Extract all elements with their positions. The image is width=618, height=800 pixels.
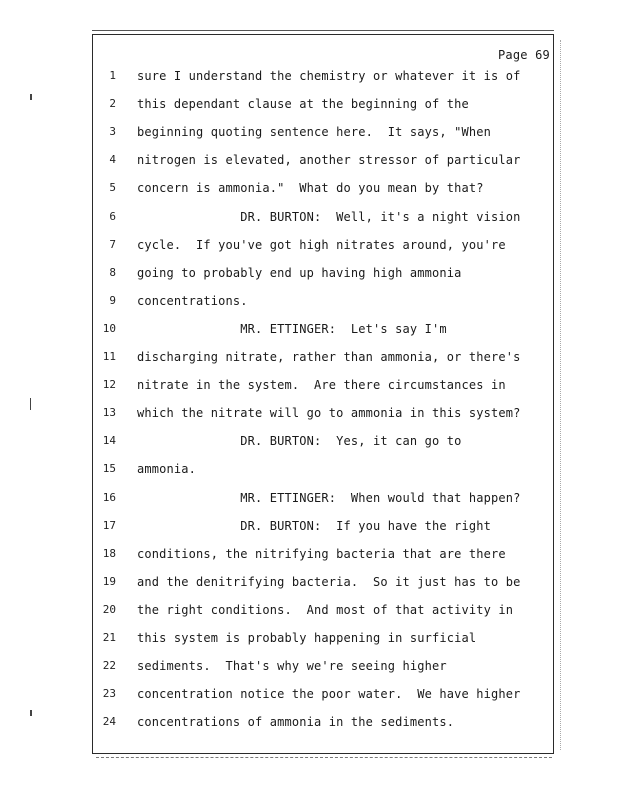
- line-text: DR. BURTON: Well, it's a night vision: [137, 209, 521, 224]
- transcript-line: [0, 628, 618, 648]
- line-number: 2: [109, 97, 116, 111]
- line-number: 17: [102, 518, 116, 532]
- line-number: 14: [102, 434, 116, 448]
- page-number: Page 69: [498, 48, 550, 62]
- line-number: 24: [102, 715, 116, 729]
- transcript-line: [0, 178, 618, 198]
- line-number: 20: [102, 602, 116, 616]
- transcript-line: [0, 459, 618, 479]
- line-text: cycle. If you've got high nitrates around, you're: [137, 237, 506, 252]
- line-text: beginning quoting sentence here. It says, "When: [137, 125, 491, 140]
- transcript-line: [0, 375, 618, 395]
- transcript-line: [0, 712, 618, 732]
- transcript-line: [0, 403, 618, 423]
- transcript-line: [0, 347, 618, 367]
- line-text: MR. ETTINGER: Let's say I'm: [137, 321, 447, 336]
- transcript-line: [0, 431, 618, 451]
- line-number: 7: [109, 237, 116, 251]
- transcript-line: [0, 600, 618, 620]
- line-text: discharging nitrate, rather than ammonia, or there's: [137, 350, 521, 364]
- transcript-line: [0, 235, 618, 255]
- line-text: going to probably end up having high ammonia: [137, 265, 462, 280]
- transcript-line: [0, 572, 618, 592]
- line-number: 18: [102, 546, 116, 560]
- transcript-line: [0, 122, 618, 142]
- transcript-line: [0, 207, 618, 227]
- line-number: 3: [109, 125, 116, 139]
- line-number: 15: [102, 462, 116, 476]
- bottom-rule: [96, 757, 552, 759]
- transcript-line: [0, 263, 618, 283]
- line-text: the right conditions. And most of that activity in: [137, 602, 514, 617]
- line-number: 5: [109, 181, 116, 195]
- line-number: 21: [102, 631, 116, 644]
- transcript-line: [0, 684, 618, 704]
- line-text: concern is ammonia." What do you mean by that?: [137, 181, 484, 196]
- line-text: which the nitrate will go to ammonia in this system?: [137, 406, 521, 421]
- top-rule: [92, 30, 554, 31]
- line-text: this dependant clause at the beginning of the: [137, 97, 469, 112]
- line-text: DR. BURTON: If you have the right: [137, 518, 491, 533]
- line-text: DR. BURTON: Yes, it can go to: [137, 434, 462, 449]
- line-text: nitrogen is elevated, another stressor of particular: [137, 153, 521, 168]
- line-text: nitrate in the system. Are there circumstances in: [137, 378, 506, 393]
- line-number: 8: [109, 265, 116, 279]
- line-text: concentration notice the poor water. We have higher: [137, 687, 521, 702]
- line-number: 1: [109, 69, 116, 82]
- transcript-line: [0, 516, 618, 536]
- line-text: ammonia.: [137, 462, 196, 477]
- line-text: MR. ETTINGER: When would that happen?: [137, 490, 521, 505]
- line-text: concentrations of ammonia in the sediments.: [137, 715, 455, 730]
- transcript-line: [0, 66, 618, 86]
- line-number: 10: [102, 321, 116, 335]
- line-number: 12: [102, 378, 116, 392]
- line-number: 16: [102, 490, 116, 504]
- line-text: sediments. That's why we're seeing higher: [137, 659, 447, 674]
- line-number: 4: [109, 153, 116, 167]
- line-number: 13: [102, 406, 116, 420]
- line-text: concentrations.: [137, 293, 248, 308]
- transcript-line: [0, 544, 618, 564]
- line-number: 23: [102, 687, 116, 701]
- line-number: 19: [102, 574, 116, 588]
- transcript-line: [0, 488, 618, 508]
- transcript-line: [0, 319, 618, 339]
- line-number: 22: [102, 659, 116, 673]
- transcript-line: [0, 94, 618, 114]
- line-number: 9: [109, 293, 116, 307]
- line-text: this system is probably happening in surficial: [137, 631, 477, 645]
- transcript-line: [0, 291, 618, 311]
- line-number: 11: [102, 350, 116, 363]
- transcript-line: [0, 150, 618, 170]
- line-number: 6: [109, 209, 116, 223]
- transcript-line: [0, 656, 618, 676]
- line-text: sure I understand the chemistry or whatever it is of: [137, 69, 521, 83]
- line-text: conditions, the nitrifying bacteria that are there: [137, 546, 506, 561]
- line-text: and the denitrifying bacteria. So it just has to be: [137, 574, 521, 589]
